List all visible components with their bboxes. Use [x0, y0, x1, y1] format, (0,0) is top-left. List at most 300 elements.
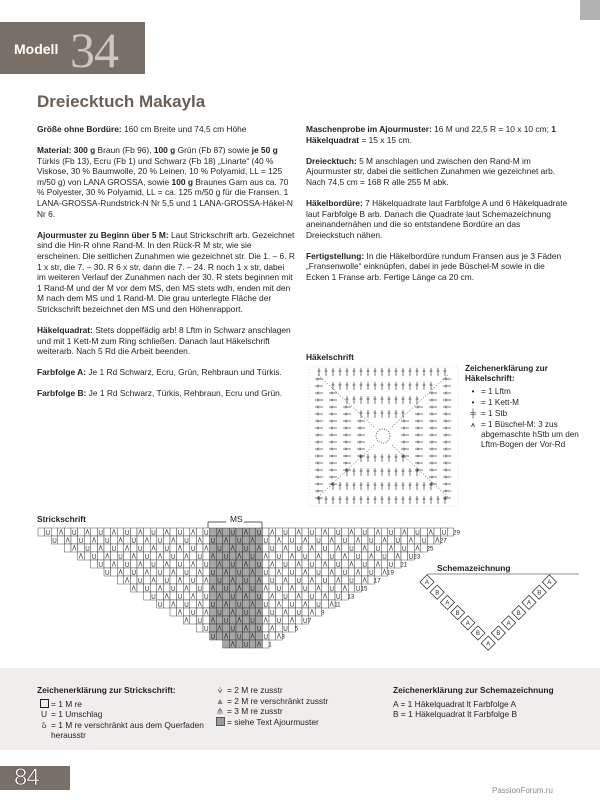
stitch-cell	[64, 544, 71, 552]
stitch-cell	[289, 560, 296, 568]
stitch-cell	[262, 544, 269, 552]
legend-schema-row: B = 1 Häkelquadrat lt Farbfolge B	[393, 709, 518, 719]
legend-schemazeichnung	[393, 685, 583, 720]
stitch-cell	[183, 608, 190, 616]
fertigstellung-paragraph: Fertigstellung: In die Häkelbordüre rundum Fransen aus je 3 Fäden „Fransenwolle“ einknüpfen, dabei in jede Büschel-M sowie in die Ecken 1 Franse arb. Fertige Länge ca 20 cm.	[306, 250, 562, 283]
schema-letter: A	[424, 580, 430, 587]
row-number: 7	[307, 617, 312, 625]
stitch-cell	[375, 536, 382, 544]
stitch-cell	[381, 528, 388, 536]
stitch-cell	[203, 536, 210, 544]
stitch-cell	[177, 600, 184, 608]
stitch-cell	[236, 592, 243, 600]
chart-row	[196, 624, 295, 632]
stitch-cell	[170, 544, 177, 552]
stitch-cell	[163, 568, 170, 576]
stitch-cell	[196, 544, 203, 552]
stitch-cell	[342, 576, 349, 584]
chart-row	[51, 536, 440, 544]
row-number: 27	[439, 537, 447, 545]
legend-strick-row: ⩓ = 2 M re verschränkt zusstr	[213, 696, 388, 707]
stitch-cell	[328, 576, 335, 584]
schema-letter: A	[547, 580, 552, 587]
row-number: 15	[360, 585, 368, 593]
model-label: Modell	[14, 41, 59, 57]
stitch-cell	[38, 528, 45, 536]
stitch-cell	[243, 568, 250, 576]
stitch-cell	[223, 640, 230, 648]
row-number: 1	[268, 641, 272, 649]
stitch-cell	[229, 632, 236, 640]
stitch-cell	[282, 536, 289, 544]
corner-marker	[580, 0, 600, 20]
stitch-cell	[289, 608, 296, 616]
stitch-cell	[236, 560, 243, 568]
stitch-cell	[203, 616, 210, 624]
stitch-cell	[97, 552, 104, 560]
stitch-cell	[216, 568, 223, 576]
stitch-cell	[361, 552, 368, 560]
stitch-cell	[276, 528, 283, 536]
stitch-cell	[216, 584, 223, 592]
stitch-cell	[196, 576, 203, 584]
chart-row	[210, 632, 283, 640]
stitch-cell	[223, 544, 230, 552]
stitch-cell	[117, 528, 124, 536]
stitch-cell	[249, 576, 256, 584]
stitch-cell	[262, 592, 269, 600]
stitch-cell	[71, 536, 78, 544]
stitch-cell	[295, 616, 302, 624]
legend-strick-row: ⩒ = 2 M re zusstr	[213, 685, 388, 696]
stitch-cell	[342, 560, 349, 568]
stitch-cell	[150, 584, 157, 592]
stitch-cell	[137, 568, 144, 576]
stitch-cell	[249, 640, 256, 648]
stitch-cell	[269, 600, 276, 608]
stitch-cell	[262, 576, 269, 584]
left-column	[37, 124, 295, 409]
stitch-cell	[355, 560, 362, 568]
stitch-cell	[130, 528, 137, 536]
legend-strick-row: ⫛ = 3 M re zusstr	[213, 706, 388, 717]
stitch-cell	[223, 624, 230, 632]
stitch-cell	[91, 544, 98, 552]
stitch-cell	[249, 560, 256, 568]
stitch-cell	[282, 600, 289, 608]
stitch-cell	[289, 576, 296, 584]
stitch-cell	[361, 568, 368, 576]
stitch-cell	[223, 576, 230, 584]
stitch-cell	[196, 592, 203, 600]
chart-row	[64, 544, 427, 552]
stitch-cell	[236, 544, 243, 552]
stitch-cell	[144, 528, 151, 536]
motif-round	[357, 410, 409, 462]
stitch-cell	[84, 552, 91, 560]
k2tog-tbl-icon: ⩓	[217, 695, 223, 706]
stitch-cell	[355, 576, 362, 584]
chart-row	[78, 552, 415, 560]
stitch-cell	[104, 560, 111, 568]
stitch-cell	[236, 576, 243, 584]
stitch-cell	[256, 616, 263, 624]
chart-row	[130, 584, 361, 592]
stitch-cell	[163, 584, 170, 592]
stitch-cell	[256, 568, 263, 576]
haekelbordure-paragraph: Häkelbordüre: 7 Häkelquadrate laut Farbfolge A und 6 Häkelquadrate laut Farbfolge B arb. Danach die Quadrate laut Schemazeichnung aneinandernähen und die so entstandene Bordüre an das Dreieckstuch nähen.	[306, 197, 568, 240]
stitch-cell	[210, 592, 217, 600]
stitch-cell	[243, 536, 250, 544]
stitch-cell	[144, 544, 151, 552]
stitch-cell	[342, 528, 349, 536]
stitch-cell	[289, 544, 296, 552]
stitch-cell	[243, 552, 250, 560]
stitch-cell	[111, 536, 118, 544]
stitch-cell	[315, 528, 322, 536]
stitch-cell	[401, 536, 408, 544]
stitch-cell	[236, 624, 243, 632]
legend-haekelschrift	[465, 364, 585, 451]
stitch-cell	[203, 568, 210, 576]
stitch-cell	[84, 536, 91, 544]
stitch-cell	[150, 568, 157, 576]
model-number: 34	[70, 22, 118, 78]
legend-haekel-row: ╪ = 1 Stb	[465, 409, 585, 419]
stitch-cell	[421, 528, 428, 536]
chart-row	[38, 528, 454, 536]
stitch-cell	[262, 608, 269, 616]
stitch-cell	[302, 560, 309, 568]
haekelschrift-diagram	[306, 364, 461, 509]
haekelquadrat-paragraph: Häkelquadrat: Stets doppelfädig arb! 8 Lftm in Schwarz anschlagen und mit 1 Kett-M zum Ring schließen. Danach laut Häkelschrift weiterarb. Nach 5 Rd die Arbeit beenden.	[37, 325, 291, 357]
stitch-cell	[348, 584, 355, 592]
legend-haekel-title: Zeichenerklärung zur Häkelschrift:	[465, 364, 548, 383]
farbfolge-b-paragraph: Farbfolge B: Je 1 Rd Schwarz, Türkis, Rehbraun, Ecru und Grün.	[37, 388, 283, 399]
stitch-cell	[269, 552, 276, 560]
stitch-cell	[269, 616, 276, 624]
stitch-cell	[170, 608, 177, 616]
stitch-cell	[130, 576, 137, 584]
stitch-cell	[163, 536, 170, 544]
stitch-cell	[295, 584, 302, 592]
stitch-cell	[269, 584, 276, 592]
stitch-cell	[157, 592, 164, 600]
stitch-cell	[342, 544, 349, 552]
strickschrift-diagram	[30, 514, 470, 664]
legend-strick-row: = 1 M re	[37, 699, 212, 710]
schema-letter: B	[435, 590, 440, 597]
stitch-cell	[408, 544, 415, 552]
stitch-cell	[190, 584, 197, 592]
stitch-cell	[210, 560, 217, 568]
center-ring	[376, 429, 390, 443]
stitch-cell	[157, 544, 164, 552]
stitch-cell	[355, 544, 362, 552]
stitch-cell	[276, 560, 283, 568]
stitch-cell	[282, 616, 289, 624]
motif-round	[315, 368, 451, 504]
stitch-cell	[328, 544, 335, 552]
stitch-cell	[210, 608, 217, 616]
stitch-cell	[256, 584, 263, 592]
stitch-cell	[282, 584, 289, 592]
stitch-cell	[302, 592, 309, 600]
stitch-cell	[276, 576, 283, 584]
stitch-cell	[302, 576, 309, 584]
stitch-cell	[335, 552, 342, 560]
ajour-paragraph: Ajourmuster zu Beginn über 5 M: Laut Strickschrift arb. Gezeichnet sind die Hin-R ohne Rand-M. In den Rück-R M str, wie sie erscheinen. Die seitlichen Zunahmen wie gezeichnet str. Die 1. – 6. R 1 x str, die 7. – 30. R 6 x str, dann die 7. – 24. R noch 1 x str, dabei im weiteren Verlauf der Zunahmen nach der 30. R stets beginnen mit 1 Rand-M und der M vor dem MS, den MS stets wdh, enden mit den M nach dem MS und 1 Rand-M. Die grau unterlegte Fläche der Strickschrift bezeichnet den MS und den Höhenrapport.	[37, 229, 295, 314]
legend-strick-title: Zeichenerklärung zur Strickschrift:	[37, 685, 176, 695]
double-crochet-icon: ╪	[470, 409, 476, 418]
stitch-cell	[276, 608, 283, 616]
schema-letter: A	[465, 621, 470, 627]
stitch-cell	[295, 536, 302, 544]
stitch-cell	[183, 560, 190, 568]
legend-haekel-row: ⩚ = 1 Büschel-M: 3 zus abgemaschte hStb um den Lftm-Bogen der Vor-Rd	[465, 420, 585, 450]
stitch-cell	[177, 568, 184, 576]
stitch-cell	[196, 528, 203, 536]
stitch-cell	[335, 536, 342, 544]
legend-haekel-row: • = 1 Lftm	[465, 387, 585, 397]
stitch-cell	[401, 552, 408, 560]
site-watermark: PassionForum.ru	[492, 786, 553, 795]
stitch-cell	[144, 576, 151, 584]
stitch-cell	[262, 624, 269, 632]
row-number: 11	[334, 601, 341, 609]
stitch-cell	[137, 584, 144, 592]
yarn-over-icon: U	[40, 709, 48, 719]
stitch-cell	[144, 560, 151, 568]
k3tog-icon: ⫛	[217, 706, 223, 716]
chart-row	[91, 560, 401, 568]
stitch-cell	[157, 576, 164, 584]
stitch-cell	[276, 624, 283, 632]
stitch-cell	[196, 624, 203, 632]
stitch-cell	[78, 544, 85, 552]
stitch-cell	[322, 568, 329, 576]
stitch-cell	[243, 616, 250, 624]
motif-round	[343, 396, 423, 476]
stitch-cell	[203, 584, 210, 592]
schema-letter: A	[486, 641, 491, 648]
stitch-cell	[163, 600, 170, 608]
row-number: 29	[453, 529, 460, 537]
stitch-cell	[375, 552, 382, 560]
stitch-cell	[302, 544, 309, 552]
gray-box-icon	[213, 717, 227, 728]
stitch-cell	[249, 608, 256, 616]
stitch-cell	[381, 544, 388, 552]
legend-schema-row: A = 1 Häkelquadrat lt Farbfolge A	[393, 698, 517, 709]
chart-row	[183, 616, 308, 624]
legend-strickschrift-continued	[213, 685, 388, 727]
stitch-cell	[137, 536, 144, 544]
farbfolge-a-paragraph: Farbfolge A: Je 1 Rd Schwarz, Ecru, Grün, Rehbraun und Türkis.	[37, 367, 282, 378]
stitch-cell	[150, 552, 157, 560]
stitch-cell	[276, 592, 283, 600]
corner-diagonal	[317, 445, 374, 498]
stitch-cell	[256, 552, 263, 560]
stitch-cell	[368, 528, 375, 536]
stitch-cell	[295, 568, 302, 576]
schema-letter: B	[496, 631, 501, 638]
stitch-cell	[229, 568, 236, 576]
stitch-cell	[229, 616, 236, 624]
stitch-cell	[256, 632, 263, 640]
stitch-cell	[315, 576, 322, 584]
stitch-cell	[269, 632, 276, 640]
stitch-cell	[315, 560, 322, 568]
stitch-cell	[210, 624, 217, 632]
twist-icon: ઠ	[41, 719, 47, 730]
stitch-cell	[216, 616, 223, 624]
strickschrift-label: Strickschrift	[37, 514, 86, 524]
stitch-cell	[388, 536, 395, 544]
stitch-cell	[210, 544, 217, 552]
stitch-cell	[414, 536, 421, 544]
corner-diagonal	[392, 374, 449, 427]
row-number: 9	[321, 609, 325, 617]
stitch-cell	[269, 568, 276, 576]
stitch-cell	[229, 600, 236, 608]
chart-row	[104, 568, 388, 576]
stitch-cell	[269, 536, 276, 544]
schema-letter: A	[445, 600, 450, 607]
stitch-cell	[322, 552, 329, 560]
stitch-cell	[262, 528, 269, 536]
stitch-cell	[157, 528, 164, 536]
stitch-cell	[236, 608, 243, 616]
stitch-cell	[223, 560, 230, 568]
stitch-cell	[282, 552, 289, 560]
dreiecktuch-paragraph: Dreiecktuch: 5 M anschlagen und zwischen den Rand-M im Ajourmuster str, dabei die seitlichen Zunahmen wie gezeichnet arb. Nach 74,5 cm = 168 R alle 255 M abk.	[306, 155, 556, 187]
stitch-cell	[322, 584, 329, 592]
stitch-cell	[51, 528, 58, 536]
stitch-cell	[111, 552, 118, 560]
stitch-cell	[427, 536, 434, 544]
stitch-cell	[282, 568, 289, 576]
stitch-cell	[243, 600, 250, 608]
legend-strick-row: U = 1 Umschlag	[37, 709, 212, 720]
stitch-cell	[229, 536, 236, 544]
legend-schema-title: Zeichenerklärung zur Schemazeichnung	[393, 685, 554, 695]
stitch-cell	[170, 528, 177, 536]
stitch-cell	[256, 600, 263, 608]
stitch-cell	[124, 568, 131, 576]
stitch-cell	[190, 568, 197, 576]
chart-row	[170, 608, 322, 616]
stitch-cell	[183, 576, 190, 584]
stitch-cell	[309, 584, 316, 592]
stitch-cell	[262, 560, 269, 568]
stitch-cell	[381, 560, 388, 568]
stitch-cell	[177, 536, 184, 544]
stitch-cell	[256, 536, 263, 544]
stitch-cell	[196, 560, 203, 568]
stitch-cell	[289, 592, 296, 600]
stitch-cell	[216, 632, 223, 640]
stitch-cell	[137, 552, 144, 560]
stitch-cell	[355, 528, 362, 536]
row-number: 19	[387, 569, 394, 577]
schema-letter: B	[455, 610, 460, 617]
stitch-cell	[117, 560, 124, 568]
haekelschrift-label: Häkelschrift	[306, 352, 354, 362]
stitch-cell	[229, 584, 236, 592]
stitch-cell	[348, 536, 355, 544]
stitch-cell	[104, 544, 111, 552]
stitch-cell	[150, 536, 157, 544]
stitch-cell	[170, 560, 177, 568]
row-number: 23	[413, 553, 421, 561]
stitch-cell	[348, 568, 355, 576]
stitch-cell	[243, 584, 250, 592]
row-number: 21	[400, 561, 408, 569]
stitch-cell	[394, 544, 401, 552]
stitch-cell	[236, 640, 243, 648]
stitch-cell	[295, 600, 302, 608]
stitch-cell	[348, 552, 355, 560]
chart-row	[223, 640, 269, 648]
stitch-cell	[124, 536, 131, 544]
stitch-cell	[216, 536, 223, 544]
stitch-cell	[434, 528, 441, 536]
stitch-cell	[236, 528, 243, 536]
stitch-cell	[394, 528, 401, 536]
chart-row	[117, 576, 374, 584]
stitch-cell	[361, 536, 368, 544]
row-number: 17	[373, 577, 381, 585]
legend-strick-row: = siehe Text Ajourmuster	[213, 717, 388, 728]
k2tog-icon: ⩒	[217, 685, 223, 695]
stitch-cell	[124, 552, 131, 560]
stitch-cell	[302, 528, 309, 536]
stitch-cell	[216, 600, 223, 608]
stitch-cell	[322, 600, 329, 608]
stitch-cell	[196, 608, 203, 616]
schema-letter: B	[537, 590, 542, 597]
stitch-cell	[117, 544, 124, 552]
material-paragraph: Material: 300 g Braun (Fb 96), 100 g Grün (Fb 87) sowie je 50 g Türkis (Fb 13), Ecru (Fb 1) und Schwarz (Fb 18) „Linarte“ (40 % Viskose, 30 % Baumwolle, 20 % Leinen, 10 % Polyamid, LL = 125 m/50 g) von LANA GROSSA, sowie 100 g Braunes Garn aus ca. 70 % Polyester, 30 % Polyamid, LL = ca. 125 m/50 g für die Fransen. 1 LANA-GROSSA-Rundstrick-N Nr 5,5 und 1 LANA-GROSSA-Häkel-N Nr 6.	[37, 145, 293, 219]
schema-letter: B	[475, 631, 481, 638]
stitch-cell	[328, 560, 335, 568]
stitch-cell	[328, 528, 335, 536]
stitch-cell	[64, 528, 71, 536]
stitch-cell	[302, 608, 309, 616]
page-number: 84	[14, 764, 39, 791]
stitch-cell	[335, 584, 342, 592]
stitch-cell	[190, 552, 197, 560]
stitch-cell	[322, 536, 329, 544]
stitch-cell	[249, 624, 256, 632]
stitch-cell	[210, 528, 217, 536]
stitch-cell	[309, 536, 316, 544]
stitch-cell	[249, 528, 256, 536]
stitch-cell	[91, 560, 98, 568]
stitch-cell	[309, 600, 316, 608]
legend-strick-row: ઠ = 1 M re verschränkt aus dem Querfaden herausstr	[37, 720, 212, 741]
stitch-cell	[295, 552, 302, 560]
schema-diagram	[415, 570, 590, 665]
stitch-cell	[183, 544, 190, 552]
stitch-cell	[203, 552, 210, 560]
stitch-cell	[223, 528, 230, 536]
stitch-cell	[243, 632, 250, 640]
stitch-cell	[177, 552, 184, 560]
stitch-cell	[170, 576, 177, 584]
stitch-cell	[229, 552, 236, 560]
